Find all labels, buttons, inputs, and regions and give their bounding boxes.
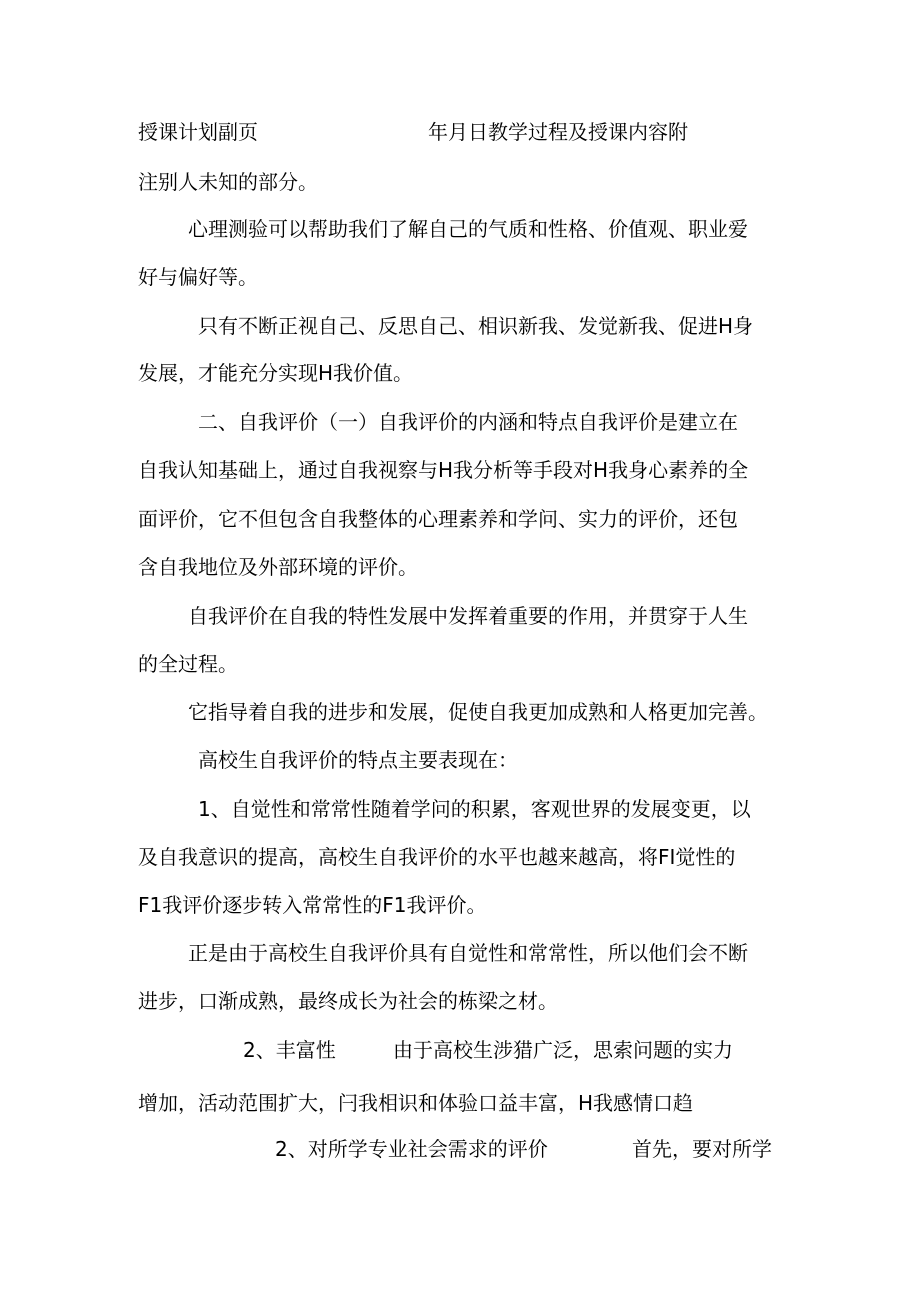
text-line: 好与偏好等。	[138, 265, 258, 289]
text-line: 1、自觉性和常常性随着学问的积累，客观世界的发展变更，以	[198, 797, 751, 821]
text-line: F1我评价逐步转入常常性的F1我评价。	[138, 893, 487, 917]
text-line: 自我评价在自我的特性发展中发挥着重要的作用，并贯穿于人生	[188, 604, 748, 628]
text-line: 它指导着自我的进步和发展，促使自我更加成熟和人格更加完善。	[188, 700, 768, 724]
text-line-right: 首先，要对所学	[632, 1137, 772, 1161]
text-line: 只有不断正视自己、反思自己、相识新我、发觉新我、促进H身	[198, 314, 754, 338]
text-line: 正是由于高校生自我评价具有自觉性和常常性，所以他们会不断	[188, 941, 748, 965]
text-line: 及自我意识的提高，高校生自我评价的水平也越来越高，将FI觉性的	[138, 845, 736, 869]
text-line: 二、自我评价（一）自我评价的内涵和特点自我评价是建立在	[198, 410, 738, 434]
text-line: 含自我地位及外部环境的评价。	[138, 555, 418, 579]
text-line: 注别人未知的部分。	[138, 170, 318, 194]
text-line: 高校生自我评价的特点主要表现在：	[198, 748, 518, 772]
text-line: 面评价，它不但包含自我整体的心理素养和学问、实力的评价，还包	[138, 507, 738, 531]
text-line: 发展，才能充分实现H我价值。	[138, 361, 414, 385]
text-line-left: 2、丰富性	[243, 1038, 336, 1062]
header-left: 授课计划副页	[138, 120, 258, 144]
text-line-left: 2、对所学专业社会需求的评价	[275, 1137, 548, 1161]
text-line-right: 由于高校生涉猎广泛，思索问题的实力	[393, 1038, 733, 1062]
text-line: 进步，口渐成熟，最终成长为社会的栋梁之材。	[138, 989, 558, 1013]
text-line: 心理测验可以帮助我们了解自己的气质和性格、价值观、职业爱	[188, 217, 748, 241]
text-line: 自我认知基础上，通过自我视察与H我分析等手段对H我身心素养的全	[138, 458, 749, 482]
text-line: 的全过程。	[138, 652, 238, 676]
header-right: 年月日教学过程及授课内容附	[428, 120, 688, 144]
text-line: 增加，活动范围扩大，闩我相识和体验口益丰富，H我感情口趋	[138, 1091, 694, 1115]
